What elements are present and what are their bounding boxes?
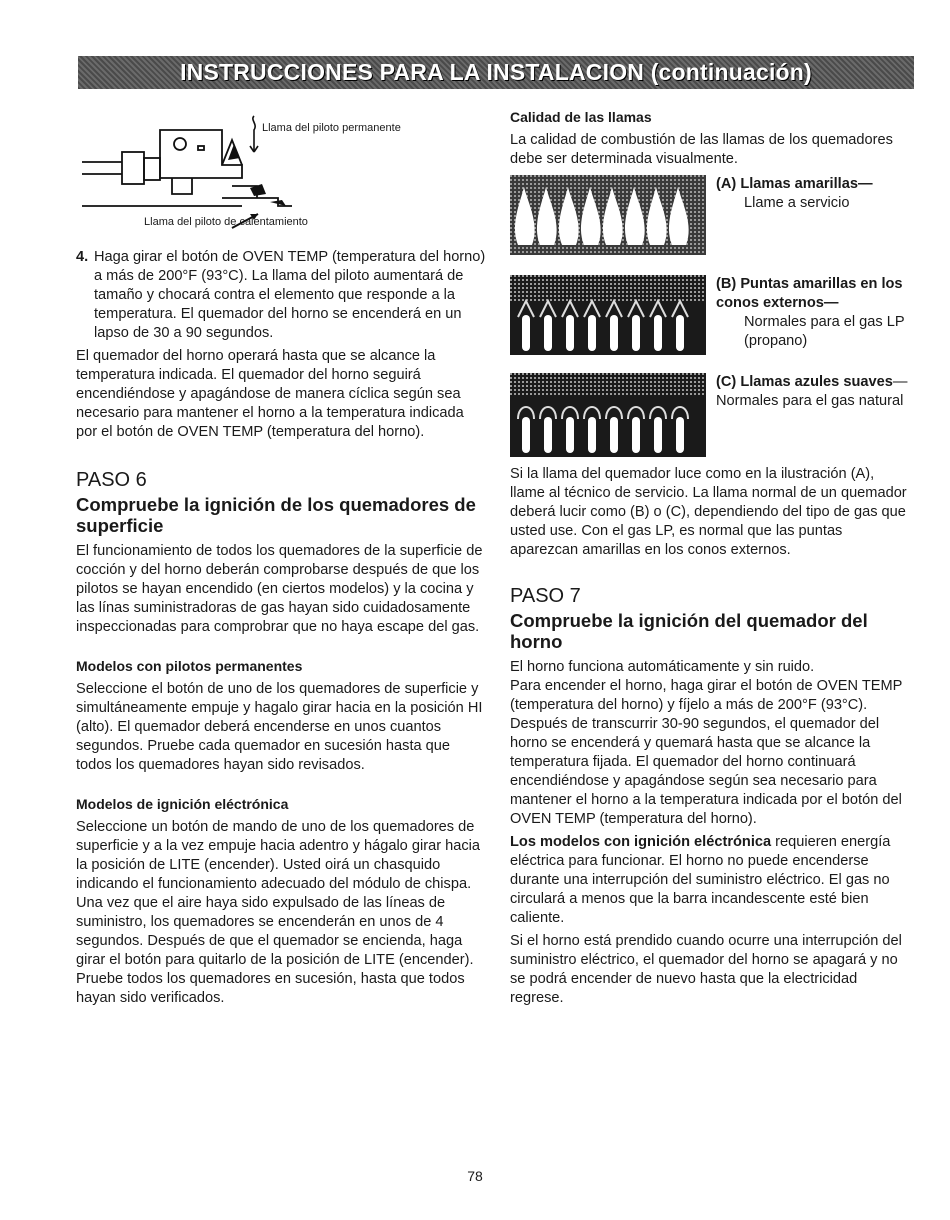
flame-b-row	[510, 275, 910, 355]
flame-b-text: Normales para el gas LP (propano)	[744, 314, 905, 349]
permanent-pilot-text: Seleccione el botón de uno de los quemadores de superficie y simultáneamente empuje y hagalo girar hacia en la posición HI (alto). El quemador deberá encenderse en unos cuantos segundos. Pruebe cada quemador en sucesión hasta que todos los quemadores hayan sido revisados.	[76, 681, 483, 773]
left-column	[76, 100, 488, 1012]
flame-a-caption	[716, 175, 873, 213]
paso-6-text: El funcionamiento de todos los quemadores de la superficie de cocción y del horno deberán comprobarse después de que los pilotos se hayan encendido (en ciertos modelos) y la cocina y las línas suministradoras de gas hayan sido cuidadosamente inspeccionadas para comprobrar que no haya escape del gas.	[76, 543, 483, 635]
step-4-text: Haga girar el botón de OVEN TEMP (temperatura del horno) a más de 200°F (93°C). La llama del piloto aumentará de tamaño y chocará contra el elemento que responde a la temperatura. El quemador del horno se encenderá en un lapso de 30 a 90 segundos.	[94, 249, 486, 341]
paso-7-heading: PASO 7	[510, 585, 581, 607]
label-permanent-pilot: Llama del piloto permanente	[262, 122, 401, 134]
electronic-ignition-heading: Modelos de ignición eléctrónica	[76, 796, 289, 812]
paso-7-intro: El horno funciona automáticamente y sin ruido.	[510, 659, 815, 675]
flame-c-text: —Normales para el gas natural	[716, 374, 908, 409]
right-column	[510, 100, 910, 1012]
paso-6-title: Compruebe la ignición de los quemadores de superficie	[76, 494, 476, 536]
electronic-models-paragraph	[510, 833, 910, 928]
permanent-pilot-heading: Modelos con pilotos permanentes	[76, 658, 303, 674]
flame-quality-text: La calidad de combustión de las llamas de los quemadores debe ser determinada visualmente.	[510, 132, 893, 167]
step-4-number: 4.	[76, 249, 89, 265]
yellow-tip-flames-image	[510, 275, 706, 355]
flame-c-label: (C) Llamas azules suaves	[716, 374, 893, 390]
flame-c-caption	[716, 373, 910, 411]
flame-explanation: Si la llama del quemador luce como en la ilustración (A), llame al técnico de servicio. La llama normal de un quemador deberá lucir como (B) o (C), dependiendo del tipo de gas que usted use. Con el gas LP, es normal que las puntas aparezcan amarillas en los conos externos.	[510, 466, 907, 558]
flame-a-label: (A) Llamas amarillas—	[716, 176, 873, 192]
yellow-flames-image	[510, 175, 706, 255]
yellow-tip-flames-icon	[510, 275, 706, 355]
section-banner	[78, 56, 914, 89]
flame-a-text: Llame a servicio	[744, 195, 850, 211]
blue-flames-icon	[510, 373, 706, 457]
paso-7-instructions: Para encender el horno, haga girar el botón de OVEN TEMP (temperatura del horno) y fíjelo a más de 200°F (93°C). Después de transcurrir 30-90 segundos, el quemador del horno se encenderá y quemará hasta que se alcance la temperatura fijada. El quemador del horno continuará encendiéndose y apagándose según sea necesario para mantener el horno a la temperatura indicada por el botón del OVEN TEMP (temperatura del horno).	[510, 678, 903, 827]
electronic-models-bold: Los modelos con ignición eléctrónica	[510, 834, 772, 850]
flame-quality-heading: Calidad de las llamas	[510, 109, 652, 125]
flame-b-label: (B) Puntas amarillas en los conos externos—	[716, 276, 903, 311]
blue-flames-image	[510, 373, 706, 453]
yellow-flames-icon	[510, 175, 706, 255]
power-outage-paragraph: Si el horno está prendido cuando ocurre una interrupción del suministro eléctrico, el quemador del horno se apagará y no se podrá encender de nuevo hasta que la electricidad regrese.	[510, 933, 902, 1006]
banner-title: INSTRUCCIONES PARA LA INSTALACION (continuación)	[180, 59, 812, 85]
page-number: 78	[467, 1168, 483, 1184]
step-4	[76, 248, 488, 343]
flame-c-row	[510, 373, 910, 453]
pilot-diagram	[76, 100, 488, 248]
label-heating-pilot: Llama del piloto de calentamiento	[144, 216, 308, 228]
flame-a-row	[510, 175, 910, 255]
electronic-models-text: requieren energía eléctrica para funcionar. El horno no puede encenderse durante una interrupción del suministro eléctrico. El gas no circulará a menos que la barra incandescente esté bien caliente.	[510, 834, 891, 926]
paso-7-title: Compruebe la ignición del quemador del horno	[510, 610, 868, 652]
paso-6-heading: PASO 6	[76, 469, 147, 491]
flame-b-caption	[716, 275, 910, 351]
oven-burner-paragraph: El quemador del horno operará hasta que se alcance la temperatura indicada. El quemador del horno seguirá encendiéndose y apagándose de manera cíclica según sea necesario para mantener el horno a la temperatura indicada por el botón de OVEN TEMP (temperatura del horno).	[76, 348, 464, 440]
electronic-ignition-text: Seleccione un botón de mando de uno de los quemadores de superficie y a la vez empuje hacia adentro y hágalo girar hacia la posición de LITE (encender). Usted oirá un chasquido indicando el funcionamiento adecuado del módulo de chispa. Una vez que el aire haya sido expulsado de las líneas de suministro, los quemadores se encenderán en unos de 4 segundos. Después de que el quemador se encienda, haga girar el botón para quitarlo de la posición de LITE (encender). Pruebe todos los quemadores en sucesión, hasta que todos hayan sido verificados.	[76, 819, 480, 1006]
